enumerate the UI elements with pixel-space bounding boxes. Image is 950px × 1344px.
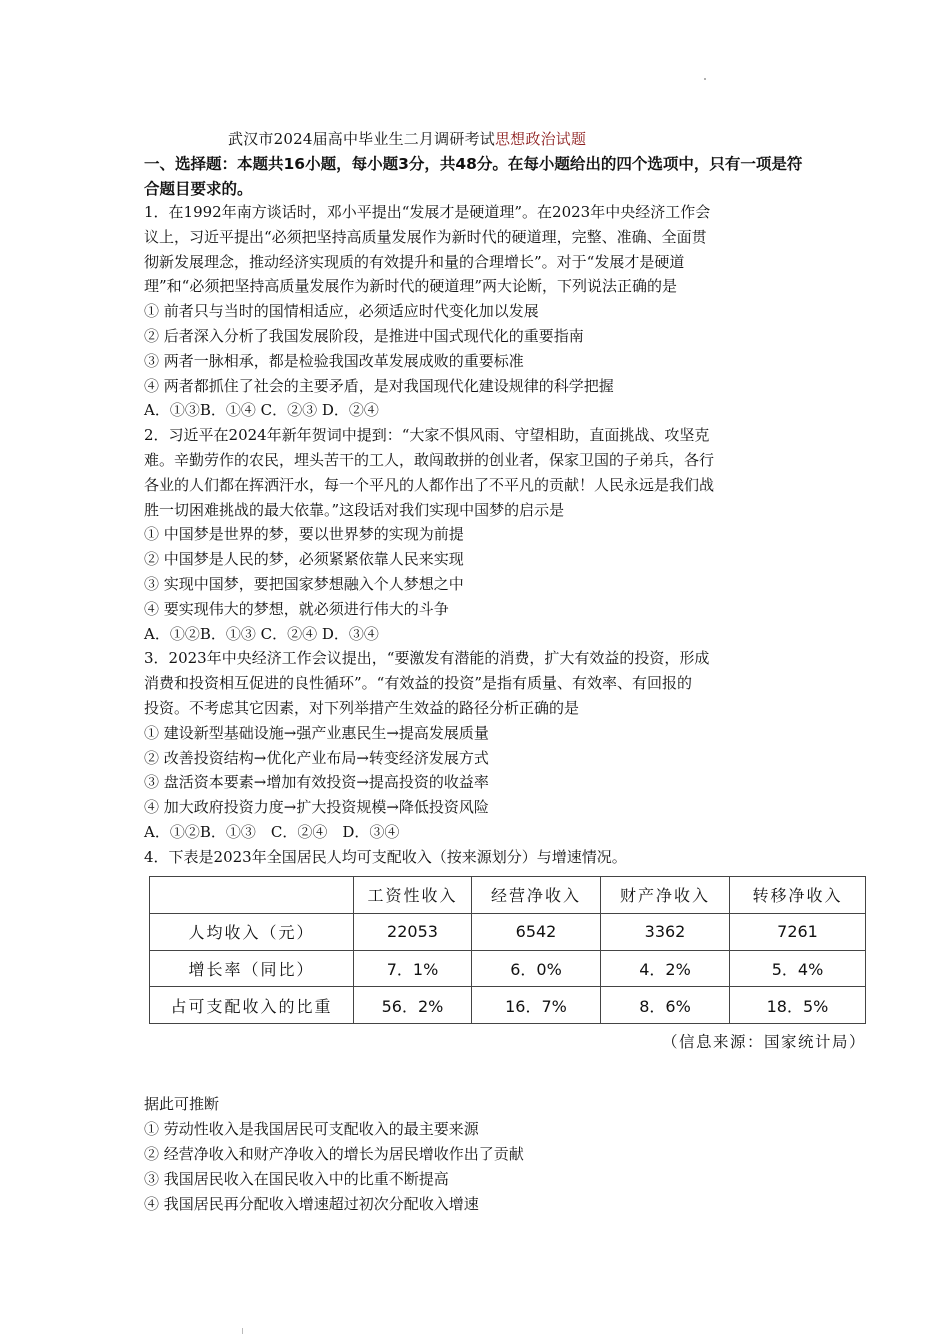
table-cell: 8．6% — [601, 987, 730, 1024]
table-cell: 5．4% — [730, 950, 866, 987]
exam-title-main: 武汉市2024届高中毕业生二月调研考试 — [228, 130, 495, 148]
table-cell: 16．7% — [472, 987, 601, 1024]
table-row — [150, 950, 866, 987]
question-stem-line: 4．下表是2023年全国居民人均可支配收入（按来源划分）与增速情况。 — [144, 847, 627, 866]
question-item: ② 中国梦是人民的梦，必须紧紧依靠人民来实现 — [144, 550, 464, 569]
question-item: ③ 我国居民收入在国民收入中的比重不断提高 — [144, 1170, 449, 1188]
question-item: ② 改善投资结构→优化产业布局→转变经济发展方式 — [144, 748, 489, 767]
question-4-followup — [144, 1092, 824, 1217]
question-item: ① 中国梦是世界的梦，要以世界梦的实现为前提 — [144, 525, 464, 544]
question-2 — [144, 423, 824, 646]
question-item: ③ 实现中国梦，要把国家梦想融入个人梦想之中 — [144, 574, 464, 593]
followup-intro: 据此可推断 — [144, 1095, 220, 1113]
table-header-cell — [150, 877, 354, 914]
question-item: ① 建设新型基础设施→强产业惠民生→提高发展质量 — [144, 723, 489, 742]
table-header-cell: 经营净收入 — [472, 877, 601, 914]
table-cell: 3362 — [601, 913, 730, 950]
table-source: （信息来源：国家统计局） — [661, 1033, 866, 1051]
question-stem-line: 3．2023年中央经济工作会议提出，“要激发有潜能的消费，扩大有效益的投资，形成 — [144, 649, 710, 668]
question-item: ① 前者只与当时的国情相适应，必须适应时代变化加以发展 — [144, 302, 539, 321]
question-stem-line: 消费和投资相互促进的良性循环”。“有效益的投资”是指有质量、有效率、有回报的 — [144, 674, 693, 693]
question-stem-line: 议上，习近平提出“必须把坚持高质量发展作为新时代的硬道理，完整、准确、全面贯 — [144, 227, 707, 246]
question-3 — [144, 646, 824, 844]
question-stem-line: 彻新发展理念，推动经济实现质的有效提升和量的合理增长”。对于“发展才是硬道 — [144, 252, 685, 271]
exam-title-subject: 思想政治试题 — [494, 130, 587, 148]
question-item: ③ 两者一脉相承，都是检验我国改革发展成败的重要标准 — [144, 351, 524, 370]
question-stem-line: 投资。不考虑其它因素，对下列举措产生效益的路径分析正确的是 — [144, 698, 580, 717]
table-header-cell: 转移净收入 — [730, 877, 866, 914]
question-item: ② 经营净收入和财产净收入的增长为居民增收作出了贡献 — [144, 1145, 524, 1163]
question-item: ① 劳动性收入是我国居民可支配收入的最主要来源 — [144, 1120, 479, 1138]
table-row — [150, 987, 866, 1024]
table-row — [150, 913, 866, 950]
table-cell: 6542 — [472, 913, 601, 950]
question-item: ④ 两者都抓住了社会的主要矛盾，是对我国现代化建设规律的科学把握 — [144, 376, 614, 395]
question-options: A．①②B．①③ C．②④ D．③④ — [144, 822, 400, 841]
table-row-label: 人均收入（元） — [150, 913, 354, 950]
exam-title — [228, 128, 586, 149]
question-item: ② 后者深入分析了我国发展阶段，是推进中国式现代化的重要指南 — [144, 326, 584, 345]
page-speck-bottom — [242, 1328, 243, 1334]
question-stem-line: 1．在1992年南方谈话时，邓小平提出“发展才是硬道理”。在2023年中央经济工作会 — [144, 203, 711, 221]
question-item: ③ 盘活资本要素→增加有效投资→提高投资的收益率 — [144, 773, 489, 792]
table-header-cell: 工资性收入 — [354, 877, 472, 914]
table-header-cell: 财产净收入 — [601, 877, 730, 914]
table-header-row — [150, 877, 866, 914]
page-speck — [704, 78, 706, 80]
question-item: ④ 要实现伟大的梦想，就必须进行伟大的斗争 — [144, 599, 449, 618]
question-stem-line: 2．习近平在2024年新年贺词中提到：“大家不惧风雨、守望相助，直面挑战、攻坚克 — [144, 426, 710, 445]
table-cell: 22053 — [354, 913, 472, 950]
questions-block — [144, 200, 824, 870]
question-options: A．①③B．①④ C．②③ D．②④ — [144, 401, 379, 420]
section-heading: 一、选择题：本题共16小题，每小题3分，共48分。在每小题给出的四个选项中，只有一项是符合题目要求的。 — [144, 155, 803, 198]
table-row-label: 增长率（同比） — [150, 950, 354, 987]
question-item: ④ 我国居民再分配收入增速超过初次分配收入增速 — [144, 1195, 479, 1213]
question-item: ④ 加大政府投资力度→扩大投资规模→降低投资风险 — [144, 798, 489, 817]
table-cell: 4．2% — [601, 950, 730, 987]
question-stem-line: 理”和“必须把坚持高质量发展作为新时代的硬道理”两大论断，下列说法正确的是 — [144, 277, 678, 296]
table-cell: 56．2% — [354, 987, 472, 1024]
table-cell: 7261 — [730, 913, 866, 950]
table-cell: 6．0% — [472, 950, 601, 987]
table-row-label: 占可支配收入的比重 — [150, 987, 354, 1024]
table-cell: 18．5% — [730, 987, 866, 1024]
income-table — [149, 876, 866, 1024]
question-1 — [144, 200, 824, 423]
question-stem-line: 胜一切困难挑战的最大依靠。”这段话对我们实现中国梦的启示是 — [144, 500, 565, 519]
table-cell: 7．1% — [354, 950, 472, 987]
question-options: A．①②B．①③ C．②④ D．③④ — [144, 624, 379, 643]
question-stem-line: 难。辛勤劳作的农民，埋头苦干的工人，敢闯敢拼的创业者，保家卫国的子弟兵，各行 — [144, 450, 715, 469]
question-stem-line: 各业的人们都在挥洒汗水，每一个平凡的人都作出了不平凡的贡献！人民永远是我们战 — [144, 475, 715, 494]
question-4 — [144, 845, 824, 870]
